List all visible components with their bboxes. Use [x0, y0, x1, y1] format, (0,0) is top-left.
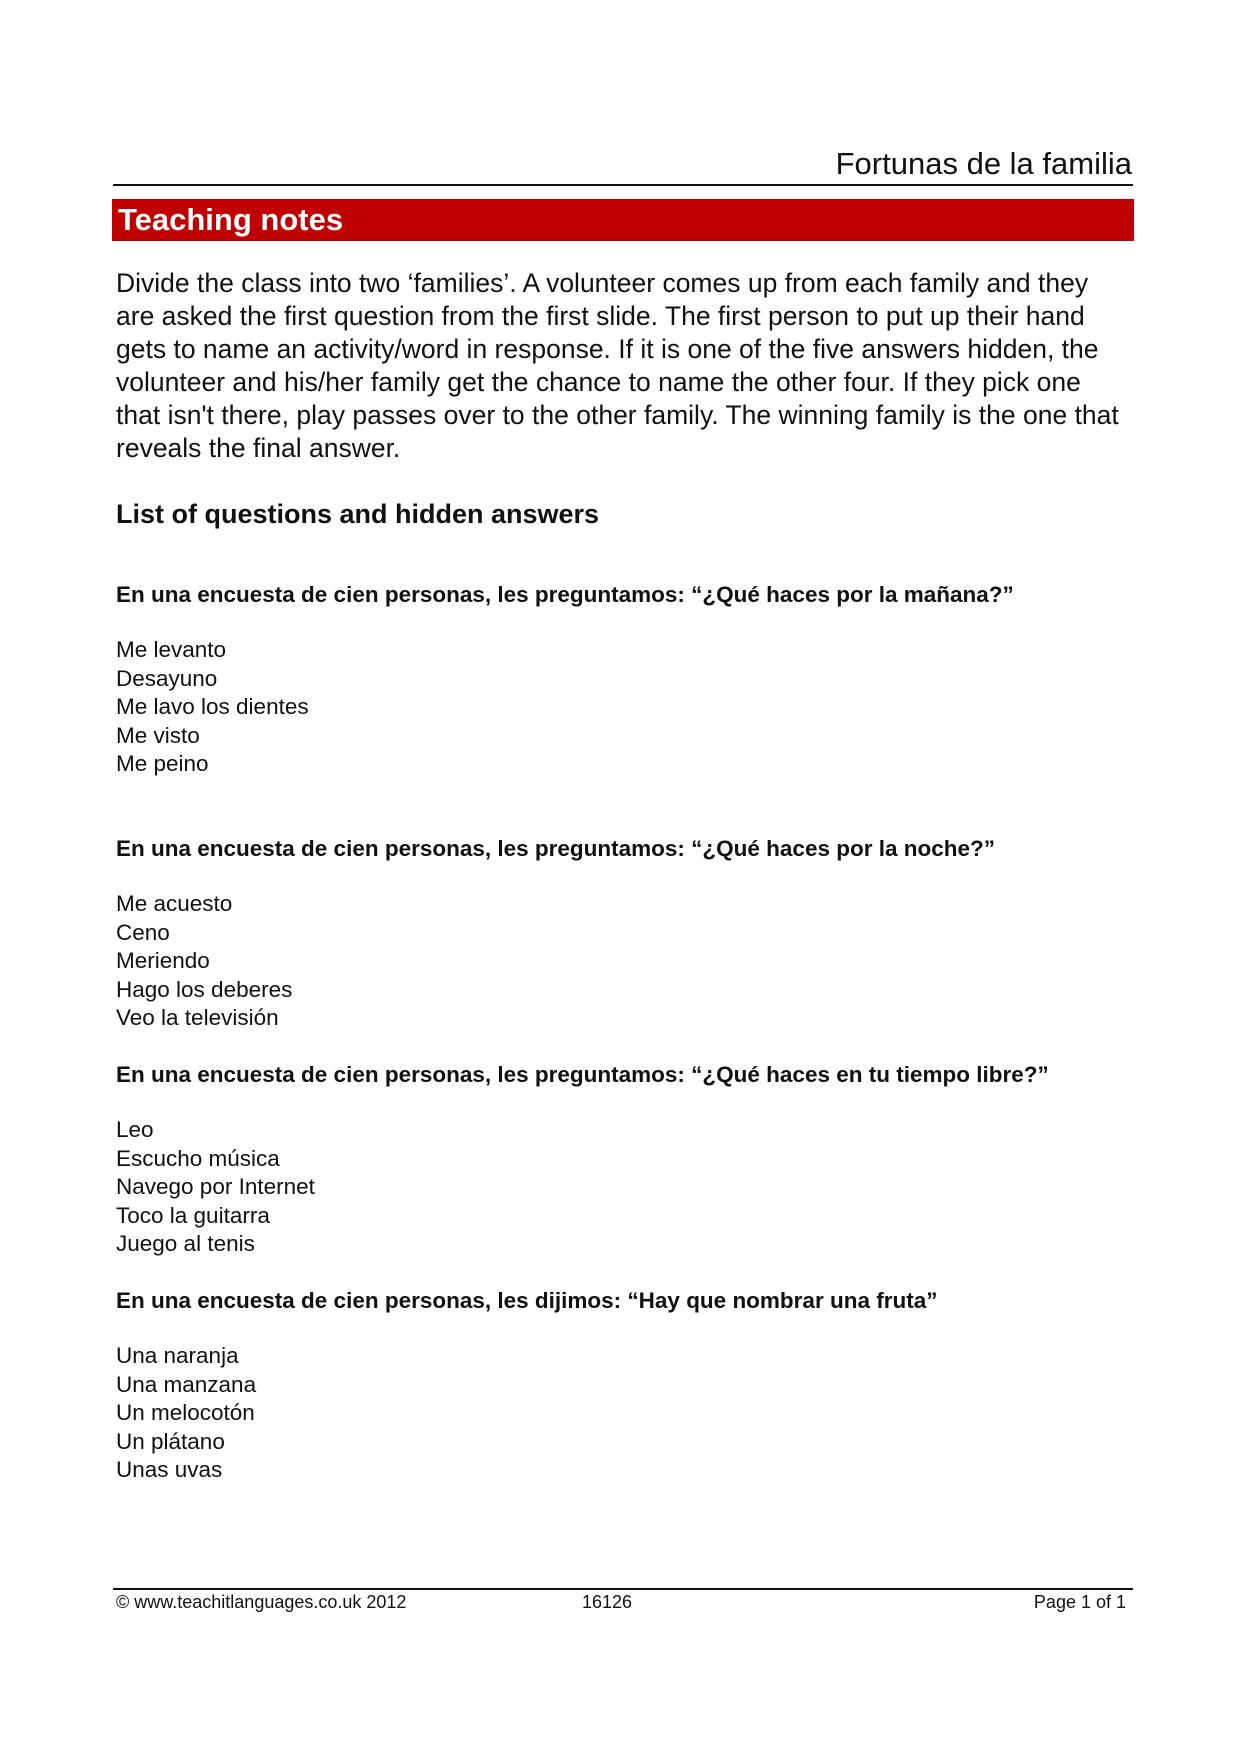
list-item: Desayuno: [116, 665, 218, 691]
list-item: Una naranja: [116, 1343, 239, 1368]
list-item: Toco la guitarra: [116, 1202, 270, 1228]
question-2: En una encuesta de cien personas, les preguntamos: “¿Qué haces por la noche?”: [116, 836, 995, 861]
list-item: Leo: [116, 1117, 154, 1142]
list-item: Escucho música: [116, 1145, 280, 1171]
list-item: Me acuesto: [116, 891, 233, 916]
question-3: En una encuesta de cien personas, les preguntamos: “¿Qué haces en tu tiempo libre?”: [116, 1062, 1049, 1087]
list-item: Ceno: [116, 919, 170, 945]
answer-list-1: [116, 636, 309, 779]
footer-resource-code: 16126: [582, 1592, 633, 1612]
list-item: Unas uvas: [116, 1457, 223, 1482]
answer-list-2: [116, 890, 292, 1033]
list-item: Juego al tenis: [116, 1231, 255, 1256]
list-item: Me visto: [116, 722, 200, 748]
intro-paragraph: Divide the class into two ‘families’. A volunteer comes up from each family and they are asked the first question from the first slide. The first person to put up their hand gets to name an activity/word in response. If it is one of the five answers hidden, the volunteer and his/her family get the chance to name the other four. If they pick one that isn't there, play passes over to the other family. The winning family is the one that reveals the final answer.: [116, 268, 1119, 463]
footer-page-number: Page 1 of 1: [1033, 1592, 1126, 1612]
list-item: Navego por Internet: [116, 1174, 315, 1199]
question-4: En una encuesta de cien personas, les dijimos: “Hay que nombrar una fruta”: [116, 1288, 938, 1313]
header-rule: [113, 184, 1133, 186]
list-item: Un plátano: [116, 1428, 225, 1454]
list-item: Meriendo: [116, 948, 210, 973]
teaching-notes-banner: [112, 199, 1134, 241]
list-item: Un melocotón: [116, 1400, 255, 1425]
list-item: Veo la televisión: [116, 1005, 279, 1030]
list-item: Me levanto: [116, 637, 227, 662]
list-item: Hago los deberes: [116, 976, 293, 1002]
footer-rule: [113, 1588, 1133, 1590]
footer-copyright: © www.teachitlanguages.co.uk 2012: [116, 1592, 407, 1612]
page-header-title: Fortunas de la familia: [835, 146, 1132, 181]
list-item: Me lavo los dientes: [116, 694, 309, 719]
section-heading: List of questions and hidden answers: [116, 499, 600, 529]
list-item: Me peino: [116, 751, 209, 776]
question-1: En una encuesta de cien personas, les preguntamos: “¿Qué haces por la mañana?”: [116, 582, 1014, 607]
answer-list-4: [116, 1342, 256, 1485]
answer-list-3: [116, 1116, 315, 1259]
list-item: Una manzana: [116, 1371, 257, 1397]
banner-title: Teaching notes: [118, 202, 344, 237]
